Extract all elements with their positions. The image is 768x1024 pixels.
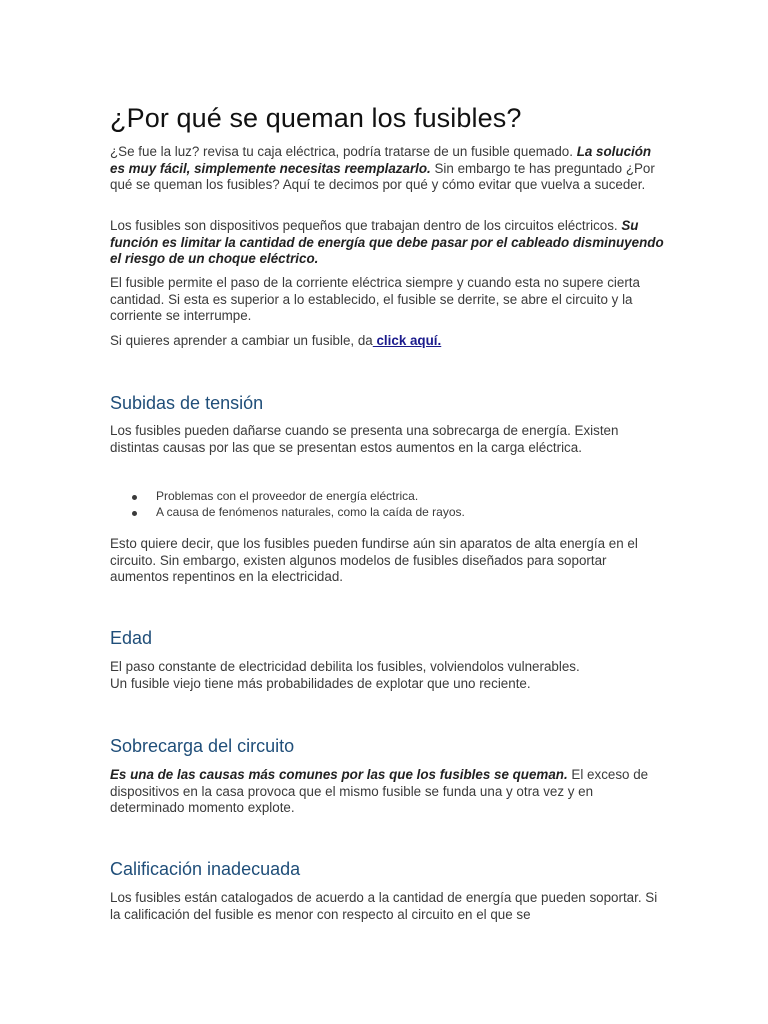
sobrecarga-emphasis: Es una de las causas más comunes por las que los fusibles se queman. bbox=[110, 767, 568, 782]
intro-p1-emphasis: La solución es muy fácil, simplemente necesitas reemplazarlo. bbox=[110, 144, 652, 176]
sobrecarga-paragraph-1: Es una de las causas más comunes por las que los fusibles se queman. El exceso de dispositivos en la casa provoca que el mismo fusible se funda una y otra vez y en determinado momento explote. bbox=[110, 767, 649, 815]
section-heading-subidas: Subidas de tensión bbox=[110, 393, 264, 413]
list-item: Problemas con el proveedor de energía eléctrica. bbox=[132, 488, 465, 504]
intro-p1-text-a: ¿Se fue la luz? revisa tu caja eléctrica, podría tratarse de un fusible quemado. bbox=[110, 144, 577, 159]
intro-paragraph-4 bbox=[110, 333, 665, 350]
intro-p2-emphasis: Su función es limitar la cantidad de energía que debe pasar por el cableado disminuyendo el riesgo de un choque eléctrico. bbox=[110, 218, 664, 266]
intro-p4-text: Si quieres aprender a cambiar un fusible, da bbox=[110, 333, 373, 348]
list-item: A causa de fenómenos naturales, como la caída de rayos. bbox=[132, 504, 465, 520]
section-heading-edad: Edad bbox=[110, 628, 153, 648]
page-title: ¿Por qué se queman los fusibles? bbox=[110, 103, 522, 133]
intro-p2-text-a: Los fusibles son dispositivos pequeños que trabajan dentro de los circuitos eléctricos. bbox=[110, 218, 622, 233]
intro-paragraph-2 bbox=[110, 218, 665, 268]
edad-paragraph-1: El paso constante de electricidad debilita los fusibles, volviendolos vulnerables. Un fusible viejo tiene más probabilidades de explotar que uno reciente. bbox=[110, 659, 580, 691]
intro-p1-text-c: Sin embargo te has preguntado ¿Por qué se queman los fusibles? Aquí te decimos por qué y cómo evitar que vuelva a suceder. bbox=[110, 160, 655, 192]
intro-paragraph-1 bbox=[110, 144, 665, 194]
subidas-bullet-list bbox=[132, 488, 465, 520]
bullet-dot-icon bbox=[132, 511, 137, 516]
subidas-paragraph-2: Esto quiere decir, que los fusibles pueden fundirse aún sin aparatos de alta energía en el circuito. Sin embargo, existen algunos modelos de fusibles diseñados para soportar aumentos repentinos en la electricidad. bbox=[110, 536, 638, 584]
bullet-dot-icon bbox=[132, 495, 137, 500]
section-heading-sobrecarga: Sobrecarga del circuito bbox=[110, 736, 295, 756]
calificacion-paragraph-1: Los fusibles están catalogados de acuerdo a la cantidad de energía que pueden soportar. Si la calificación del fusible es menor con respecto al circuito en el que se bbox=[110, 890, 658, 922]
click-here-link[interactable]: click aquí. bbox=[372, 333, 442, 348]
intro-paragraph-3: El fusible permite el paso de la corriente eléctrica siempre y cuando esta no supere cierta cantidad. Si esta es superior a lo establecido, el fusible se derrite, se abre el circuito y la corriente se interrumpe. bbox=[110, 275, 640, 323]
subidas-paragraph-1: Los fusibles pueden dañarse cuando se presenta una sobrecarga de energía. Existen distintas causas por las que se presentan estos aumentos en la carga eléctrica. bbox=[110, 423, 619, 455]
section-heading-calificacion: Calificación inadecuada bbox=[110, 859, 301, 879]
